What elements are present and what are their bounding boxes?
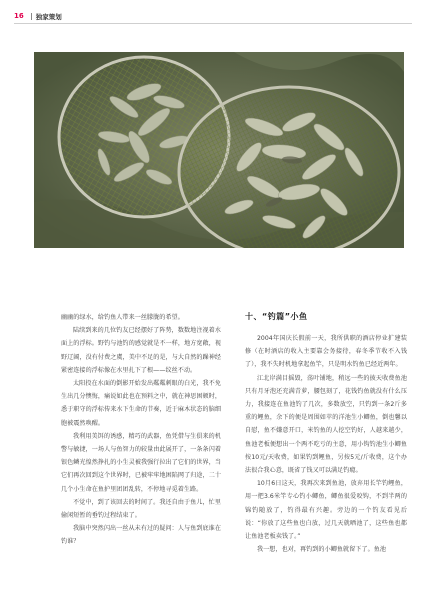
left-text-column bbox=[61, 311, 221, 549]
right-paragraph-2: 江北岸满目摇毁，荡叶铺地，稍远一些的披天收费鱼池只有月牙泡还充满青萝，腰包刻了，花钱钓鱼就没有什么压力，我接连在鱼池钓了几次，多数放空，只钓到一条2斤多重的鲤鱼，余下的便是周围如苹的洋池生小鲫鱼，倒也馨以自慰，鱼不嫌意开口，米钓鱼的人挖空钓好，人越来越少，鱼池老板便想出一个两不吃亏的主意，用小钩钓池生小鲫鱼按10元/天收费，如果钓到鲤鱼，另按5元/斤收费，这个办法很合我心意，既省了钱又可以满足钓瘾。 bbox=[245, 374, 407, 475]
right-paragraph-4: 我一想，也对，再钓到的小鲫鱼就留下了。鱼池 bbox=[257, 546, 387, 554]
header-rule bbox=[14, 23, 412, 24]
left-paragraph-4: 我利用美饵的诱感，精巧的武器，鱼凭借与生俱来的机警与敏捷，一场人与鱼智力的较量由此展开了，一条条闪着银色鳞光惶然挣扎的小生灵被我强行拉出了它们的世界，当它们再次回到这个世界时，已被牢牢地困陷网了归途，二十几个小生命在鱼护里团团乱转，不停地寻觅着生路。 bbox=[61, 432, 221, 493]
right-paragraph-1: 2004年国庆长假前一天，我所供职的酒店停业扩建装修（在时酒店的收入主要靠会务接待，春冬季节收不入钱了），我不失时机地拿起鱼竿，只是明水钓鱼已经近两年。 bbox=[245, 335, 407, 369]
section-title: 十、“钓篇”小鱼 bbox=[245, 312, 308, 321]
left-paragraph-2: 陆续到来的几位钓友已经摆好了阵势，数数地注视着水面上的浮标。野钓与池钓的感觉就是不一样，地方宽敞，视野辽阔，没有付费之虞，美中不足的是，与大自然的躁神经紧密连接的浮标像在水里扎下了根——纹丝不动。 bbox=[61, 327, 221, 374]
fish-in-landing-net-photo bbox=[34, 52, 404, 248]
left-paragraph-3: 太阳投在水面的倒影开始发出粼粼刺眼的白光，我不免生出几分懊悔，痛说如此也在预料之中，就在神思困顿时，悉于职守的浮标传来水下生命的节奏，近于麻木状态的脑细胞被震然唤醒。 bbox=[61, 380, 221, 427]
left-paragraph-5: 不觉中，到了该回去的时间了。我还自由于鱼儿，忙里偷闲短暂的垂钓过程结束了。 bbox=[61, 498, 221, 520]
right-paragraph-3: 10月6日这天，我再次来到鱼池，放弃用长竿钓鲤鱼，用一把3.6米竿专心钓小鲫鱼，鲫鱼很爱咬钩，不到半两的锦钓随放了，钓得最有兴趣。旁边的一个钓友看见后说：“你放了这些鱼也白放，过几天就晒池了，这些鱼也都让鱼池老板卖钱了。” bbox=[245, 480, 407, 541]
page-number: 16 bbox=[14, 12, 24, 20]
section-name: 独家策划 bbox=[35, 12, 62, 21]
left-paragraph-6: 我脑中突然闪出一丝从未有过的疑问：人与鱼到底谁在钓谁？ bbox=[61, 525, 221, 546]
header-divider bbox=[31, 13, 32, 20]
right-text-column bbox=[245, 311, 407, 556]
page-header bbox=[14, 10, 62, 22]
left-paragraph-1: 幽幽的绿水，给钓鱼人带来一丝朦胧的希望。 bbox=[61, 314, 184, 321]
